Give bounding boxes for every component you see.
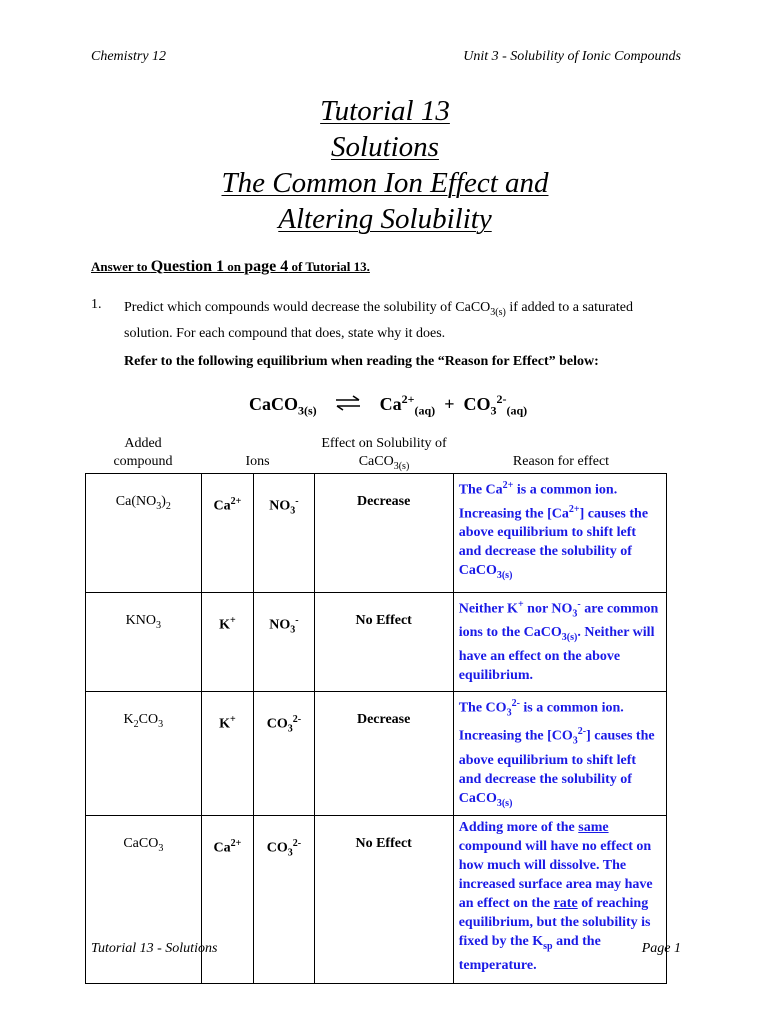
reason-cell [453, 692, 666, 816]
footer-page-number: Page 1 [641, 941, 681, 956]
reason-sup: - [577, 599, 581, 610]
eq-product-1: Ca [379, 394, 402, 414]
answer-question: Question 1 [150, 258, 225, 275]
question-text [124, 297, 644, 344]
answer-on: on [224, 259, 245, 274]
reason-sup: 2+ [502, 480, 514, 491]
reason-cell [453, 474, 666, 593]
ion-cell: $CO_3^{2-}$ [254, 692, 314, 816]
compound-cell: CaCO$_3$ [86, 815, 202, 983]
reason-sup: + [517, 599, 524, 610]
equilibrium-equation [249, 392, 527, 419]
compound-cell: $K_2CO_3$ [86, 692, 202, 816]
eq-reactant: CaCO [249, 394, 298, 414]
footer-title: Tutorial 13 - Solutions [91, 941, 218, 956]
reason-sup: 2+ [568, 503, 580, 515]
reason-text: is a common ion. Increasing the [Ca [458, 482, 618, 522]
table-row [86, 815, 667, 983]
compound-cell: $KNO_3$ [86, 593, 202, 692]
ion-cell: K+ [201, 593, 253, 692]
title-line-3: The Common Ion Effect and [221, 167, 549, 199]
title-block [0, 93, 770, 237]
eq-product-2-sup: 2- [496, 392, 507, 406]
answer-page: page 4 [244, 258, 289, 275]
table-row [86, 692, 667, 816]
col-head-effect [306, 435, 462, 476]
header-unit: Unit 3 - Solubility of Ionic Compounds [463, 49, 681, 64]
eq-reactant-sub: 3(s) [298, 403, 317, 418]
reason-sub: 3 [506, 707, 512, 719]
col-head-ions: Ions [245, 454, 270, 469]
question-text-a: Predict which compounds would decrease the solubility of CaCO [124, 300, 491, 315]
effect-cell: No Effect [314, 593, 453, 692]
title-line-4: Altering Solubility [278, 203, 492, 235]
question-text-sub: 3(s) [490, 306, 506, 318]
ion-cell: K+ [201, 692, 253, 816]
reason-text: are common ions to the CaCO [458, 601, 659, 641]
ion-cell: $NO_3^-$ [254, 593, 314, 692]
reason-text: and the temperature. [458, 933, 601, 973]
reason-text: . Neither will have an effect on the above equilibrium. [458, 625, 655, 684]
question-number: 1. [91, 297, 102, 312]
eq-product-1-sup: 2+ [401, 392, 415, 406]
compound-cell: $Ca(NO_3)_2$ [86, 474, 202, 593]
reason-sub: 3 [572, 735, 578, 747]
col-head-added-1: Added [124, 436, 162, 451]
reason-text: The CO [458, 700, 507, 716]
reason-cell [453, 815, 666, 983]
ion-cell: $NO_3^-$ [254, 474, 314, 593]
table-row [86, 593, 667, 692]
col-head-reason: Reason for effect [512, 454, 610, 469]
reason-cell [453, 593, 666, 692]
title-line-2: Solutions [331, 131, 439, 163]
table-row [86, 474, 667, 593]
reason-text: ] causes the above equilibrium to shift left and decrease the solubility of CaCO [458, 506, 649, 579]
answer-heading [91, 258, 370, 276]
reason-text: compound will have no effect on how much will dissolve. The increased surface area may have an effect on the [458, 838, 653, 911]
reason-text: The Ca [458, 482, 503, 498]
effect-cell: Decrease [314, 692, 453, 816]
question-text-b: if added to a saturated solution. For each compound that does, state why it does. [124, 300, 633, 341]
equilibrium-arrow-icon [335, 395, 361, 416]
reason-sup: 2- [577, 726, 587, 738]
reason-sub: 3(s) [496, 797, 513, 809]
reason-emphasis: same [578, 819, 609, 835]
ion-cell: $Ca^{2+}$ [201, 815, 253, 983]
reason-sub: 3(s) [561, 632, 578, 644]
reason-sub: sp [543, 940, 553, 952]
col-head-added-2: compound [113, 454, 173, 469]
reason-text: is a common ion. Increasing the [CO [458, 700, 624, 745]
refer-note: Refer to the following equilibrium when reading the “Reason for Effect” below: [124, 354, 599, 369]
col-head-effect-2-text: CaCO [358, 454, 394, 469]
eq-product-2: CO [463, 394, 491, 414]
title-line-1: Tutorial 13 [320, 95, 450, 127]
col-head-added [85, 435, 201, 471]
eq-plus: + [444, 394, 455, 414]
reason-sup: 2- [511, 698, 520, 709]
ion-cell: $CO_3^{2-}$ [254, 815, 314, 983]
col-head-effect-sub: 3(s) [393, 460, 410, 472]
reason-text: nor NO [523, 601, 573, 617]
reason-text: of reaching equilibrium, but the solubility is fixed by the K [458, 895, 651, 949]
eq-product-1-sub: (aq) [414, 403, 436, 418]
col-head-effect-1: Effect on Solubility of [321, 436, 447, 451]
eq-product-2-sub: 3 [490, 403, 497, 418]
reason-emphasis: rate [553, 895, 578, 911]
ion-cell: $Ca^{2+}$ [201, 474, 253, 593]
reason-text: Adding more of the [458, 819, 579, 835]
reason-text: ] causes the above equilibrium to shift left and decrease the solubility of CaCO [458, 729, 655, 806]
effect-cell: Decrease [314, 474, 453, 593]
reason-sub: 3(s) [496, 570, 513, 582]
reason-sub: 3 [572, 608, 578, 620]
header-course: Chemistry 12 [91, 49, 167, 64]
answer-prefix: Answer to [91, 259, 151, 274]
effect-cell: No Effect [314, 815, 453, 983]
reason-text: Neither K [458, 601, 518, 617]
answer-suffix: of Tutorial 13. [288, 259, 370, 274]
solubility-table [85, 473, 667, 984]
eq-product-2-state: (aq) [506, 403, 528, 418]
